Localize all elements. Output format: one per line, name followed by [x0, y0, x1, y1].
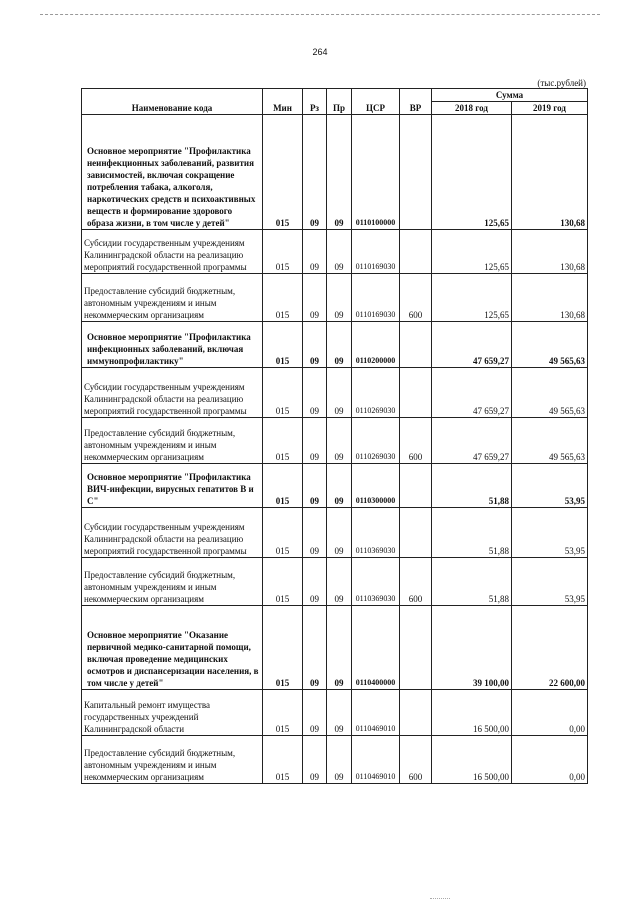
cell-2019: 130,68: [512, 115, 588, 230]
cell-csr: 0110100000: [352, 115, 400, 230]
cell-2018: 125,65: [432, 274, 512, 322]
cell-csr: 0110300000: [352, 464, 400, 508]
cell-min: 015: [263, 418, 303, 464]
cell-rz: 09: [303, 508, 327, 558]
table-row: [82, 558, 588, 606]
cell-vr: [400, 606, 432, 690]
cell-2019: 49 565,63: [512, 368, 588, 418]
cell-vr: 600: [400, 558, 432, 606]
header-name: Наименование кода: [82, 89, 263, 115]
cell-name: Субсидии государственным учреждениям Калининградской области на реализацию мероприятий государственной программы: [82, 368, 263, 418]
cell-vr: [400, 690, 432, 736]
cell-csr: 0110369030: [352, 558, 400, 606]
cell-vr: 600: [400, 274, 432, 322]
cell-name: Основное мероприятие "Оказание первичной медико-санитарной помощи, включая проведение медицинских осмотров и диспансеризации населения, в том числе у детей": [82, 606, 263, 690]
cell-vr: [400, 230, 432, 274]
cell-name: Субсидии государственным учреждениям Калининградской области на реализацию мероприятий государственной программы: [82, 508, 263, 558]
cell-pr: 09: [327, 558, 352, 606]
cell-csr: 0110269030: [352, 418, 400, 464]
cell-2018: 125,65: [432, 230, 512, 274]
bottom-scan-mark: [430, 898, 450, 899]
cell-2019: 49 565,63: [512, 322, 588, 368]
cell-pr: 09: [327, 230, 352, 274]
cell-vr: [400, 368, 432, 418]
page-number: 264: [312, 47, 328, 57]
cell-pr: 09: [327, 464, 352, 508]
header-2018: 2018 год: [432, 102, 512, 115]
cell-vr: [400, 508, 432, 558]
cell-min: 015: [263, 690, 303, 736]
cell-csr: 0110469010: [352, 736, 400, 784]
cell-2018: 16 500,00: [432, 736, 512, 784]
cell-rz: 09: [303, 368, 327, 418]
cell-min: 015: [263, 508, 303, 558]
cell-pr: 09: [327, 322, 352, 368]
table-row: [82, 464, 588, 508]
cell-rz: 09: [303, 690, 327, 736]
cell-pr: 09: [327, 690, 352, 736]
cell-csr: 0110400000: [352, 606, 400, 690]
cell-pr: 09: [327, 418, 352, 464]
cell-2018: 39 100,00: [432, 606, 512, 690]
cell-2018: 47 659,27: [432, 322, 512, 368]
cell-vr: [400, 464, 432, 508]
cell-min: 015: [263, 558, 303, 606]
table-row: [82, 230, 588, 274]
header-pr: Пр: [327, 89, 352, 115]
cell-min: 015: [263, 736, 303, 784]
cell-csr: 0110369030: [352, 508, 400, 558]
cell-name: Основное мероприятие "Профилактика инфекционных заболеваний, включая иммунопрофилактику": [82, 322, 263, 368]
cell-name: Предоставление субсидий бюджетным, автономным учреждениям и иным некоммерческим организациям: [82, 418, 263, 464]
table-row: [82, 736, 588, 784]
units-label: (тыс.рублей): [537, 78, 586, 88]
cell-2018: 47 659,27: [432, 368, 512, 418]
cell-vr: [400, 322, 432, 368]
cell-2018: 16 500,00: [432, 690, 512, 736]
cell-csr: 0110269030: [352, 368, 400, 418]
cell-2019: 53,95: [512, 558, 588, 606]
header-2019: 2019 год: [512, 102, 588, 115]
table-row: [82, 274, 588, 322]
table-row: [82, 606, 588, 690]
table-row: [82, 322, 588, 368]
cell-name: Основное мероприятие "Профилактика неинфекционных заболеваний, развития зависимостей, включая сокращение потребления табака, алкоголя, наркотических средств и психоактивных веществ и формирование здорового образа жизни, в том числе у детей": [82, 115, 263, 230]
cell-2018: 51,88: [432, 464, 512, 508]
cell-min: 015: [263, 368, 303, 418]
cell-rz: 09: [303, 230, 327, 274]
cell-2018: 51,88: [432, 558, 512, 606]
cell-pr: 09: [327, 736, 352, 784]
cell-2018: 125,65: [432, 115, 512, 230]
cell-pr: 09: [327, 368, 352, 418]
header-rz: Рз: [303, 89, 327, 115]
cell-2019: 130,68: [512, 230, 588, 274]
cell-pr: 09: [327, 115, 352, 230]
table-row: [82, 418, 588, 464]
cell-csr: 0110200000: [352, 322, 400, 368]
table-body: [82, 115, 588, 784]
cell-rz: 09: [303, 115, 327, 230]
cell-2019: 22 600,00: [512, 606, 588, 690]
cell-2019: 130,68: [512, 274, 588, 322]
budget-table: [81, 88, 588, 784]
cell-2019: 0,00: [512, 690, 588, 736]
cell-vr: 600: [400, 418, 432, 464]
cell-rz: 09: [303, 606, 327, 690]
cell-pr: 09: [327, 274, 352, 322]
table-row: [82, 115, 588, 230]
cell-rz: 09: [303, 322, 327, 368]
cell-csr: 0110169030: [352, 274, 400, 322]
cell-2019: 53,95: [512, 464, 588, 508]
cell-name: Предоставление субсидий бюджетным, автономным учреждениям и иным некоммерческим организациям: [82, 274, 263, 322]
cell-rz: 09: [303, 736, 327, 784]
cell-pr: 09: [327, 606, 352, 690]
cell-csr: 0110169030: [352, 230, 400, 274]
cell-min: 015: [263, 606, 303, 690]
cell-2019: 53,95: [512, 508, 588, 558]
cell-name: Предоставление субсидий бюджетным, автономным учреждениям и иным некоммерческим организациям: [82, 736, 263, 784]
cell-2018: 51,88: [432, 508, 512, 558]
cell-name: Субсидии государственным учреждениям Калининградской области на реализацию мероприятий государственной программы: [82, 230, 263, 274]
cell-2019: 0,00: [512, 736, 588, 784]
cell-pr: 09: [327, 508, 352, 558]
cell-vr: [400, 115, 432, 230]
cell-csr: 0110469010: [352, 690, 400, 736]
table-row: [82, 690, 588, 736]
header-csr: ЦСР: [352, 89, 400, 115]
cell-vr: 600: [400, 736, 432, 784]
cell-min: 015: [263, 464, 303, 508]
cell-name: Основное мероприятие "Профилактика ВИЧ-инфекции, вирусных гепатитов В и С": [82, 464, 263, 508]
cell-rz: 09: [303, 274, 327, 322]
cell-rz: 09: [303, 464, 327, 508]
cell-2019: 49 565,63: [512, 418, 588, 464]
table-row: [82, 368, 588, 418]
cell-min: 015: [263, 230, 303, 274]
header-row-top: [82, 89, 588, 102]
header-vr: ВР: [400, 89, 432, 115]
cell-min: 015: [263, 274, 303, 322]
cell-rz: 09: [303, 418, 327, 464]
cell-name: Капитальный ремонт имущества государственных учреждений Калининградской области: [82, 690, 263, 736]
table-row: [82, 508, 588, 558]
cell-rz: 09: [303, 558, 327, 606]
cell-min: 015: [263, 322, 303, 368]
cell-2018: 47 659,27: [432, 418, 512, 464]
cell-min: 015: [263, 115, 303, 230]
top-scan-line: [40, 14, 600, 15]
header-sum: Сумма: [432, 89, 588, 102]
cell-name: Предоставление субсидий бюджетным, автономным учреждениям и иным некоммерческим организациям: [82, 558, 263, 606]
header-min: Мин: [263, 89, 303, 115]
